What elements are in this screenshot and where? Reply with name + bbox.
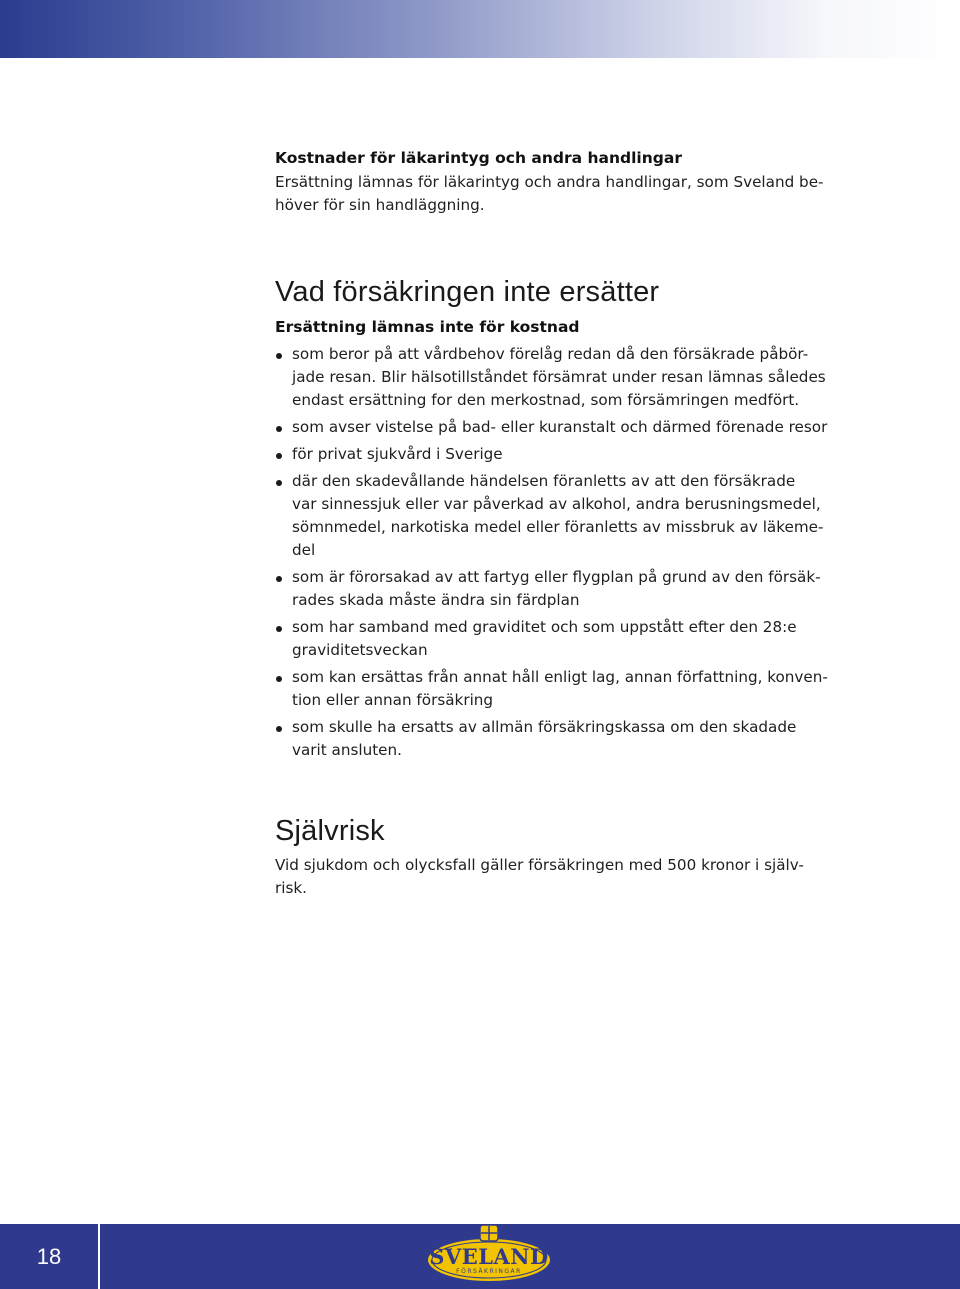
list-item-text: som kan ersättas från annat håll enligt lag, annan författning, konven- tion eller annan försäkring	[292, 668, 828, 709]
exclusions-title: Vad försäkringen inte ersätter	[275, 276, 660, 308]
bullet-icon	[276, 676, 282, 682]
list-item-text: för privat sjukvård i Sverige	[292, 445, 503, 463]
section-deductible	[275, 814, 875, 900]
bullet-icon	[276, 626, 282, 632]
deductible-text: Vid sjukdom och olycksfall gäller försäkringen med 500 kronor i själv- risk.	[275, 856, 804, 897]
list-item	[275, 566, 875, 612]
list-item	[275, 443, 875, 466]
bullet-icon	[276, 726, 282, 732]
list-item	[275, 666, 875, 712]
list-item	[275, 716, 875, 762]
page-number: 18	[36, 1243, 62, 1269]
list-item	[275, 416, 875, 439]
list-item-text: som avser vistelse på bad- eller kuranstalt och därmed förenade resor	[292, 418, 828, 436]
bullet-icon	[276, 576, 282, 582]
exclusions-subheading: Ersättning lämnas inte för kostnad	[275, 318, 580, 336]
logo-subtitle: FÖRSÄKRINGAR	[456, 1268, 522, 1275]
list-item-text: som beror på att vårdbehov förelåg redan då den försäkrade påbör- jade resan. Blir hälsotillståndet försämrat under resan lämnas således endast ersättning for den merkostnad, som försämringen medfört.	[292, 345, 826, 409]
costs-heading: Kostnader för läkarintyg och andra handlingar	[275, 149, 682, 167]
exclusions-list	[275, 343, 875, 762]
list-item-text: som skulle ha ersatts av allmän försäkringskassa om den skadade varit ansluten.	[292, 718, 797, 759]
list-item	[275, 343, 875, 412]
list-item-text: som har samband med graviditet och som uppstått efter den 28:e graviditetsveckan	[292, 618, 797, 659]
list-item-text: där den skadevållande händelsen föranletts av att den försäkrade var sinnessjuk eller var påverkad av alkohol, andra berusningsmedel, sömnmedel, narkotiska medel eller föranletts av missbruk av läkeme- del	[292, 472, 824, 559]
logo-name: SVELAND	[429, 1244, 549, 1269]
bullet-icon	[276, 353, 282, 359]
sveland-logo	[424, 1224, 554, 1286]
list-item	[275, 470, 875, 562]
bullet-icon	[276, 426, 282, 432]
main-content	[275, 147, 875, 900]
costs-text: Ersättning lämnas för läkarintyg och andra handlingar, som Sveland be- höver för sin handläggning.	[275, 173, 824, 214]
section-costs	[275, 147, 875, 217]
list-item	[275, 616, 875, 662]
bullet-icon	[276, 480, 282, 486]
section-exclusions	[275, 275, 875, 762]
header-gradient-band	[0, 0, 960, 58]
list-item-text: som är förorsakad av att fartyg eller flygplan på grund av den försäk- rades skada måste ändra sin färdplan	[292, 568, 821, 609]
bullet-icon	[276, 453, 282, 459]
deductible-title: Självrisk	[275, 815, 385, 847]
footer-divider	[98, 1224, 100, 1289]
